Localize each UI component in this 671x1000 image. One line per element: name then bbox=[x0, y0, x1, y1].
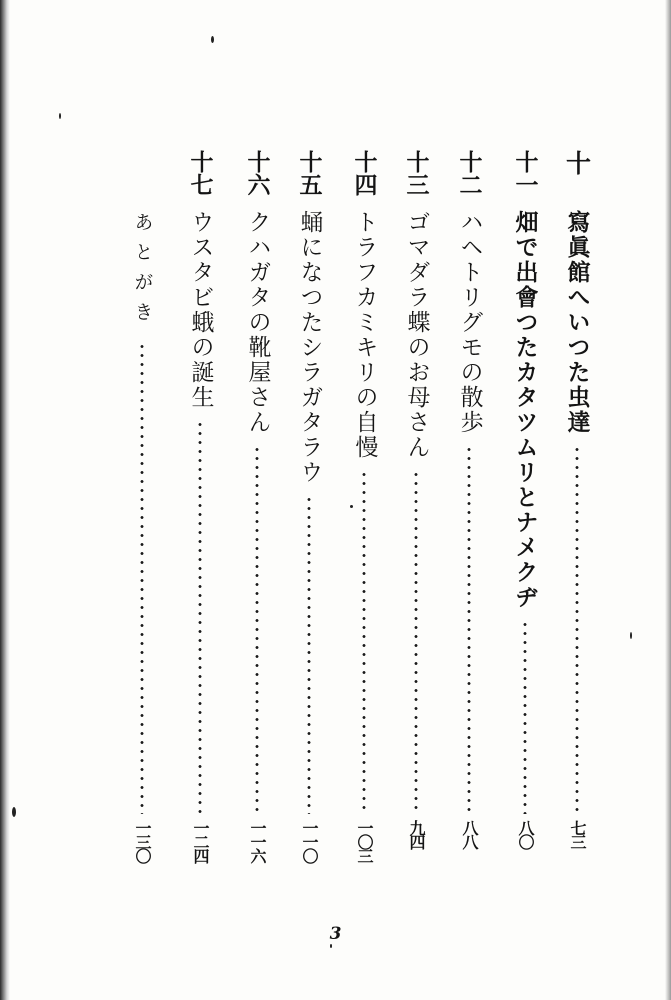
chapter-number: 十一 bbox=[511, 150, 539, 196]
chapter-title: クハガタの靴屋さん bbox=[244, 210, 271, 435]
dot-leader bbox=[414, 470, 418, 814]
afterword-title: あとがき bbox=[131, 212, 154, 332]
scan-speck bbox=[350, 505, 353, 508]
page-ref: 一一六 bbox=[248, 820, 267, 862]
toc-entry-17 bbox=[176, 150, 224, 870]
toc-entry-13 bbox=[392, 150, 440, 870]
dot-leader bbox=[255, 445, 259, 814]
chapter-title: トラフカミキリの自慢 bbox=[351, 210, 378, 460]
toc-entry-10 bbox=[553, 150, 601, 870]
scan-shadow-right bbox=[665, 0, 671, 1000]
scan-speck bbox=[330, 944, 332, 948]
chapter-number: 十三 bbox=[402, 150, 430, 196]
chapter-number: 十四 bbox=[350, 150, 378, 196]
toc-entry-11 bbox=[501, 150, 549, 870]
scan-speck bbox=[211, 36, 214, 43]
chapter-title: ハヘトリグモの散歩 bbox=[456, 210, 483, 435]
dot-leader bbox=[362, 470, 366, 814]
chapter-number: 十七 bbox=[186, 150, 214, 196]
page-ref: 八〇 bbox=[516, 820, 535, 848]
chapter-title: 蛹になつたシラガタラウ bbox=[296, 210, 323, 485]
page-ref: 一一〇 bbox=[300, 820, 319, 862]
chapter-number: 十五 bbox=[295, 150, 323, 196]
page-number: 3 bbox=[329, 924, 342, 944]
page-ref: 一二四 bbox=[191, 820, 210, 862]
dot-leader bbox=[575, 445, 579, 814]
scan-shadow-left bbox=[0, 0, 10, 1000]
chapter-title: 畑で出會つたカタツムリとナメクヂ bbox=[511, 210, 539, 610]
dot-leader bbox=[307, 495, 311, 814]
chapter-number: 十二 bbox=[455, 150, 483, 196]
chapter-number: 十 bbox=[562, 150, 592, 175]
toc-entry-14 bbox=[340, 150, 388, 870]
chapter-title: ウスタビ蛾の誕生 bbox=[187, 210, 214, 410]
scan-speck bbox=[630, 632, 632, 639]
chapter-title: ゴマダラ蝶のお母さん bbox=[403, 210, 430, 460]
dot-leader bbox=[523, 620, 527, 814]
toc-entry-12 bbox=[445, 150, 493, 870]
dot-leader bbox=[467, 445, 471, 814]
page-ref: 七三 bbox=[568, 820, 587, 848]
page-ref: 一三〇 bbox=[133, 820, 152, 862]
toc-entry-afterword bbox=[122, 212, 162, 870]
toc-entry-16 bbox=[233, 150, 281, 870]
page-ref: 八八 bbox=[460, 820, 479, 848]
chapter-number: 十六 bbox=[243, 150, 271, 196]
chapter-title: 寫眞館へいつた虫達 bbox=[563, 210, 591, 435]
scan-speck bbox=[12, 807, 16, 817]
page-ref: 九四 bbox=[407, 820, 426, 848]
dot-leader bbox=[140, 342, 144, 814]
dot-leader bbox=[198, 420, 202, 814]
page-ref: 一〇三 bbox=[355, 820, 374, 862]
toc-entry-15 bbox=[285, 150, 333, 870]
scan-speck bbox=[59, 113, 61, 119]
